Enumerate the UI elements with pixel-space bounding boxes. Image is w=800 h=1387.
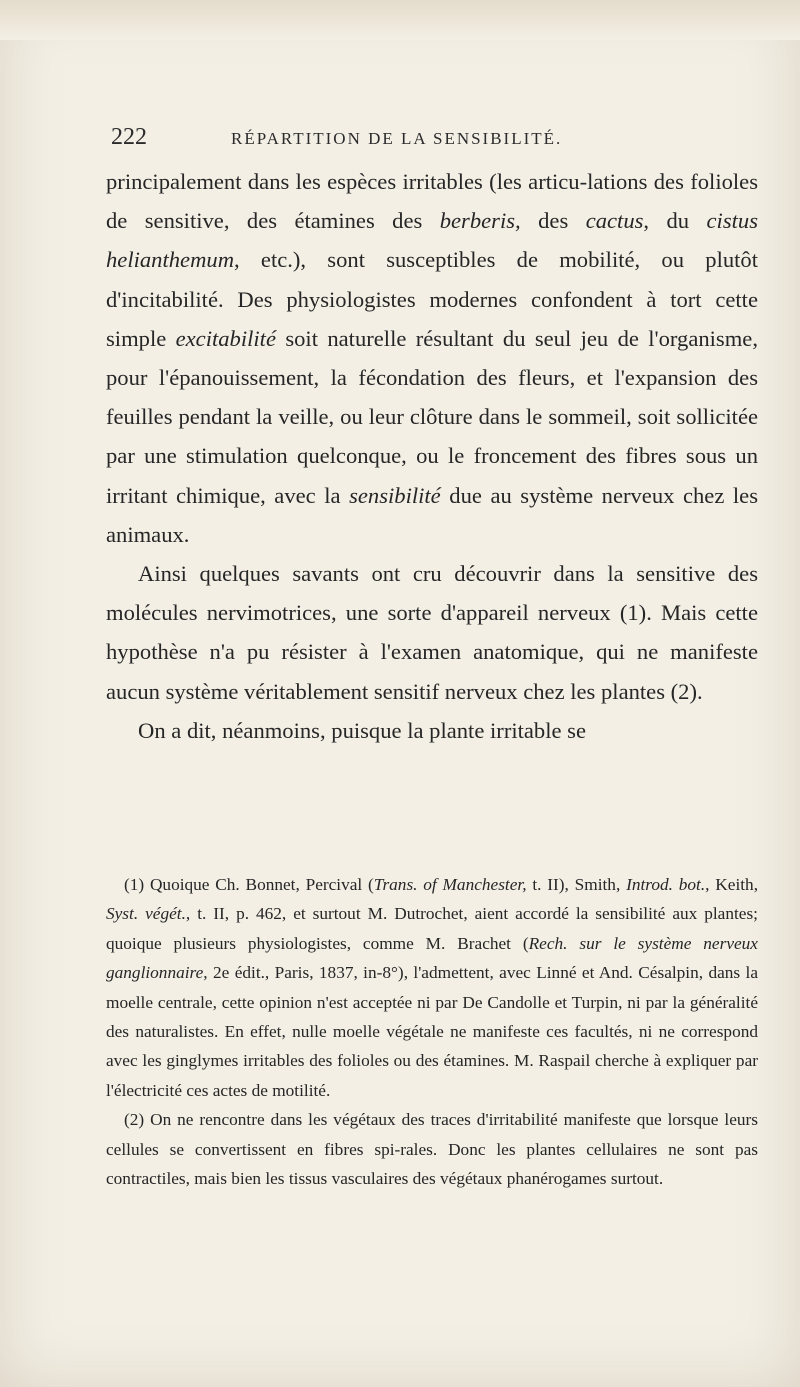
italic-text: cistus helianthemum	[106, 208, 758, 273]
italic-text: Syst. végét.	[106, 904, 186, 924]
text-run: Ainsi quelques savants ont cru découvrir dans la sensitive des molécules nervimotrices, une sorte d'appareil nerveux (1). Mais cette hypothèse n'a pu résister à l'examen anatomique, qui ne manifeste aucun système véritablement sensitif nerveux chez les plantes (2).	[106, 561, 758, 704]
text-run: , 2e édit., Paris, 1837, in-8°), l'admettent, avec Linné et And. Césalpin, dans la moelle centrale, cette opinion n'est acceptée ni par De Candolle et Turpin, ni par la généralité des naturalistes. En effet, nulle moelle végétale ne manifeste ces facultés, ni ne correspond avec les ginglymes irritables des folioles ou des étamines. M. Raspail cherche à expliquer par l'électricité ces actes de motilité.	[106, 963, 758, 1100]
italic-text: Introd. bot.	[626, 875, 706, 894]
italic-text: sensibilité	[349, 482, 441, 508]
text-run: , Keith,	[705, 875, 759, 894]
text-run: (2) On ne rencontre dans les végétaux des traces d'irritabilité manifeste que lorsque leurs cellules se convertissent en fibres spi-rales. Donc les plantes cellulaires ne sont pas contractiles, mais bien les tissus vasculaires des végétaux phanérogames surtout.	[106, 1110, 758, 1189]
paragraph-1	[106, 162, 758, 554]
italic-text: Trans. of Manchester,	[373, 875, 527, 894]
page-header	[111, 124, 721, 156]
text-run: principalement dans les espèces irritables (les articu-lations des folioles de sensitive, des étamines des	[106, 169, 758, 234]
footnote-1	[106, 870, 758, 1105]
italic-text: berberis,	[439, 208, 521, 234]
text-run: , etc.), sont susceptibles de mobilité, ou plutôt d'incitabilité. Des physiologistes modernes confondent à tort cette simple	[106, 247, 758, 351]
page-top-shadow	[0, 0, 800, 40]
running-title: RÉPARTITION DE LA SENSIBILITÉ.	[231, 129, 563, 148]
footnote-2	[106, 1105, 758, 1193]
text-run: On a dit, néanmoins, puisque la plante irritable se	[138, 717, 586, 743]
paragraph-2	[106, 554, 758, 711]
text-run: t. II), Smith,	[526, 875, 627, 894]
italic-text: cactus	[585, 208, 644, 234]
text-run: , t. II, p. 462, et surtout M. Dutrochet, aient accordé la sensibilité aux plantes; quoique plusieurs physiologistes, comme M. Brachet (	[106, 904, 758, 953]
text-run: soit naturelle résultant du seul jeu de l'organisme, pour l'épanouissement, la fécondation des fleurs, et l'expansion des feuilles pendant la veille, ou leur clôture dans le sommeil, soit sollicitée par une stimulation quelconque, ou le froncement des fibres sous un irritant chimique, avec la	[106, 325, 758, 508]
text-run: (1) Quoique Ch. Bonnet, Percival (	[124, 875, 374, 894]
page-number: 222	[111, 124, 147, 150]
footnotes	[106, 870, 758, 1193]
paragraph-3	[106, 711, 758, 750]
text-run: , du	[643, 208, 707, 234]
text-run: des	[520, 208, 586, 234]
main-text	[106, 162, 758, 750]
italic-text: excitabilité	[175, 325, 276, 351]
text-run: due au système nerveux chez les animaux.	[106, 482, 758, 547]
italic-text: Rech. sur le système nerveux ganglionnaire	[106, 933, 758, 983]
